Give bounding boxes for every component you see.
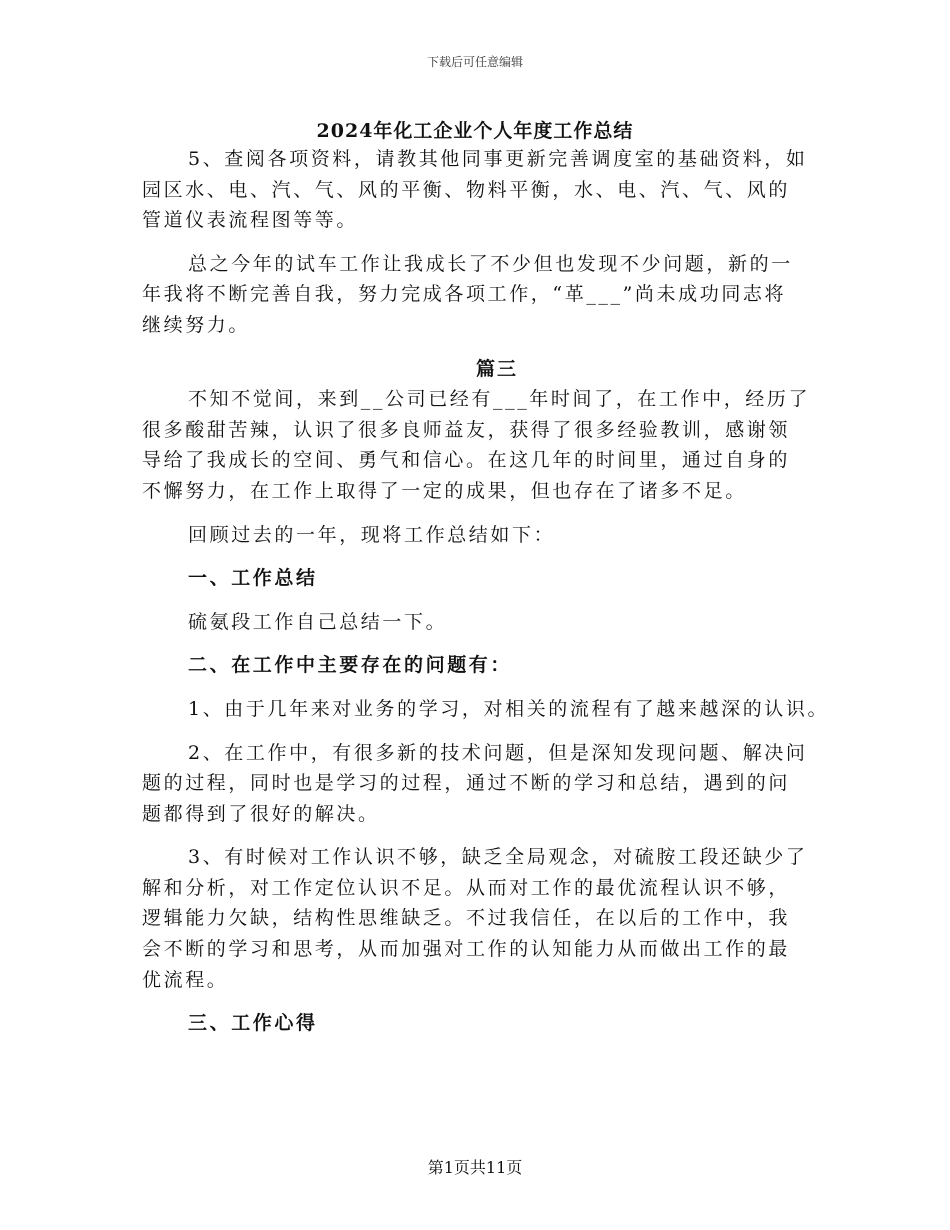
paragraph-line: 题的过程，同时也是学习的过程，通过不断的学习和总结，遇到的问 [142, 772, 791, 795]
paragraph-line: 优流程。 [142, 968, 229, 991]
paragraph-line: 很多酸甜苦辣，认识了很多良师益友，获得了很多经验教训，感谢领 [142, 418, 791, 441]
paragraph-line: 2、在工作中，有很多新的技术问题，但是深知发现问题、解决问 [188, 741, 808, 764]
paragraph-line: 管道仪表流程图等等。 [142, 209, 359, 232]
subheading: 三、工作心得 [188, 1012, 318, 1035]
paragraph-line: 会不断的学习和思考，从而加强对工作的认知能力从而做出工作的最 [142, 938, 791, 961]
paragraph-line: 5、查阅各项资料，请教其他同事更新完善调度室的基础资料，如 [188, 148, 808, 170]
section-heading: 篇三 [475, 357, 518, 380]
paragraph-line: 1、由于几年来对业务的学习，对相关的流程有了越来越深的认识。 [188, 697, 830, 720]
paragraph-line: 年我将不断完善自我，努力完成各项工作，“革___”尚未成功同志将 [142, 283, 787, 306]
paragraph-line: 园区水、电、汽、气、风的平衡、物料平衡，水、电、汽、气、风的 [142, 178, 791, 201]
paragraph-line: 总之今年的试车工作让我成长了不少但也发现不少问题，新的一 [188, 252, 793, 275]
page-header: 下载后可任意编辑 [426, 55, 523, 69]
paragraph-line: 不知不觉间，来到__公司已经有___年时间了，在工作中，经历了 [188, 388, 811, 411]
paragraph-line: 导给了我成长的空间、勇气和信心。在这几年的时间里，通过自身的 [142, 449, 791, 472]
paragraph-line: 硫氨段工作自己总结一下。 [188, 610, 448, 633]
document-body [142, 144, 830, 1039]
page-footer: 第1页共11页 [427, 1158, 523, 1177]
subheading: 一、工作总结 [188, 567, 318, 590]
paragraph-line: 解和分析，对工作定位认识不足。从而对工作的最优流程认识不够， [142, 876, 791, 899]
paragraph-line: 继续努力。 [142, 313, 251, 336]
paragraph-line: 回顾过去的一年，现将工作总结如下： [188, 523, 556, 546]
document-title: 2024年化工企业个人年度工作总结 [316, 120, 634, 142]
paragraph-line: 逻辑能力欠缺，结构性思维缺乏。不过我信任，在以后的工作中，我 [142, 907, 791, 930]
paragraph-line: 题都得到了很好的解决。 [142, 802, 380, 825]
paragraph-line: 3、有时候对工作认识不够，缺乏全局观念，对硫胺工段还缺少了 [188, 846, 808, 869]
paragraph-line: 不懈努力，在工作上取得了一定的成果，但也存在了诸多不足。 [142, 479, 747, 502]
subheading: 二、在工作中主要存在的问题有： [188, 654, 513, 677]
